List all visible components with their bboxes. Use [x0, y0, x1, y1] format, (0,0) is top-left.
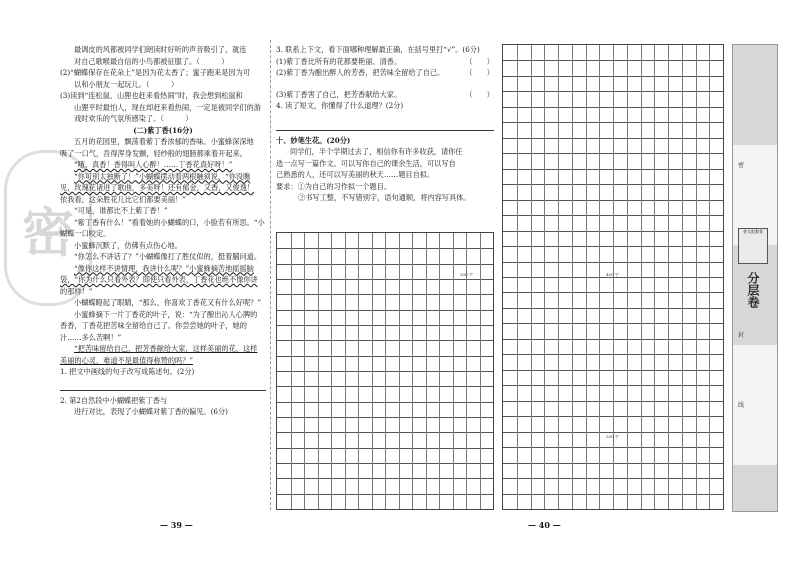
grid-col-line	[372, 233, 373, 509]
grid-col-line	[412, 233, 413, 509]
section-title: (二)紫丁香(16分)	[133, 125, 193, 135]
grid-col-line	[318, 233, 319, 509]
q3-option-1	[276, 56, 494, 68]
q3-option-1-mark[interactable]: （ ）	[465, 56, 494, 66]
question-2-part-b: 进行对比，表现了小蝴蝶对紫丁香的偏见。(6分)	[74, 407, 228, 416]
story-line: 蝴蝶一口咬定。	[60, 229, 111, 238]
story-line: “你怎么不讲话了？”小蝴蝶像打了胜仗似的，挺着脯问道。	[74, 252, 262, 261]
grid-col-line	[627, 45, 628, 509]
story-line: “把苦味留给自己，把芳香献给大家，这样美丽的花，这样	[74, 344, 258, 353]
section-ten-title: 十、妙笔生花。(20分)	[276, 135, 351, 145]
story-line: 汁……多么苦啊！”	[60, 332, 122, 342]
q3-option-3-mark[interactable]: （ ）	[465, 89, 494, 99]
story-line: 吸了一口气，吾得浑身发颤，轻纱般的翅膀都乘着开起来。	[60, 148, 247, 158]
left-column	[60, 44, 266, 418]
story-line: 小蜜蜂摘下一片丁香花的叶子，说：“为了酿出沁人心脾的	[74, 309, 258, 319]
grid-col-line	[480, 233, 481, 509]
q3-option-3-text: (3)紫丁香害了自己，把芳香献给大家。	[276, 89, 402, 99]
story-line: 香香，丁香花把苦味全留给自己了。你尝尝她的叶子，她的	[60, 321, 247, 330]
grid-col-line	[586, 45, 587, 509]
page-number-39: — 39 —	[160, 520, 193, 530]
grid-col-line	[654, 45, 655, 509]
story-line: “可是，谁都比不上紫丁香！”	[74, 206, 168, 215]
item-3-line-1: (3)读到“连松鼠、山狸也赶来看热闹”时，我会想到松鼠和	[60, 91, 243, 100]
item-3-line-3: 戏时欢乐的气氛所感染了。（ ）	[74, 114, 193, 123]
q3-option-2	[276, 67, 494, 79]
grid-mark-400: 400 字	[606, 272, 619, 277]
brand-logo	[738, 228, 768, 264]
story-line: “像你这样不讲情理，我讲什么呢？”小蜜蜂摘苦地摇摇脑	[74, 263, 254, 273]
grid-col-line	[517, 45, 518, 509]
story-line: 五月的花园里，飘荡着紫丁香浓郁的香味。小蜜蜂深深地	[74, 137, 254, 146]
grid-col-line	[668, 45, 669, 509]
requirement-2: ②书写工整，不写错别字，语句通顺，将内容写具体。	[298, 193, 471, 202]
grid-col-line	[531, 45, 532, 509]
q3-option-2-text: (2)紫丁香为酿出醉人的芳香，把苦味全留给了自己。	[276, 68, 445, 77]
question-2-part-a: 2. 第2自然段中小蝴蝶把紫丁香与	[60, 395, 168, 405]
brand-name: 分层卷	[746, 272, 760, 308]
item-2-line-1: (2)“蝴蝶保存在花朵上”是因为花太香了；蜜子跑来是因为可	[60, 68, 251, 77]
grid-col-line	[558, 45, 559, 509]
question-1: 1. 把文中画线的句子改写成陈述句。(2分)	[60, 367, 195, 376]
grid-col-line	[331, 233, 332, 509]
grid-mark-300: 300 字	[460, 272, 473, 277]
grid-col-line	[304, 233, 305, 509]
story-line: “哦，真香！香得叫人心醉！……丁香花真好呀！”	[74, 160, 233, 169]
grid-col-line	[385, 233, 386, 509]
seal-line-char-2: 封	[738, 332, 745, 339]
answer-line-1[interactable]	[60, 380, 266, 391]
prompt-line: 己熟悉的人，还可以写美丽的秋天……题目自拟。	[276, 170, 435, 179]
grid-col-line	[358, 233, 359, 509]
q3-option-2-mark[interactable]: （ ）	[465, 68, 494, 77]
grid-col-line	[599, 45, 600, 509]
q3-option-3	[276, 89, 494, 101]
grid-col-line	[345, 233, 346, 509]
grid-col-line	[682, 45, 683, 509]
grid-col-line	[696, 45, 697, 509]
story-line: 小蜜蜂沉默了，仿佛有点伤心地。	[74, 240, 182, 250]
intro-line-2: 对自己歌喉最自信的小鸟都被征服了。（ ）	[74, 56, 229, 66]
brand-logo-text: 金太阳教育	[743, 229, 763, 234]
grid-col-line	[641, 45, 642, 509]
grid-col-line	[453, 233, 454, 509]
grid-col-line	[291, 233, 292, 509]
page-number-40: — 40 —	[528, 520, 561, 530]
answer-line-4[interactable]	[276, 120, 494, 131]
prompt-line: 选一点写一篇作文。可以写你自己的课余生活，可以写自	[276, 158, 456, 168]
grid-col-line	[439, 233, 440, 509]
grid-col-line	[572, 45, 573, 509]
story-line: 小蝴蝶瞪起了眼睛，“那么，你喜欢丁香花又有什么好呢？”	[74, 298, 262, 307]
seal-line-char-3: 线	[738, 402, 745, 409]
grid-col-line	[426, 233, 427, 509]
story-line: 见，玫瑰花诸进了歌曲，多美呀！还有郁金，又香，又俊逸！	[60, 183, 255, 192]
column-divider	[270, 40, 271, 510]
question-3: 3. 联系上下文，看下面哪种理解最正确，在括号里打“√”。(6分)	[276, 45, 480, 54]
story-line: “紫丁香有什么！”看着她的小蝴蝶的口，小脸若有所思。“小	[74, 217, 265, 227]
grid-mark-500: 500 字	[606, 434, 619, 439]
story-line: 的那样！”	[60, 286, 93, 296]
q3-option-1-text: (1)紫丁香比所有的花都要艳丽、清香。	[276, 56, 402, 66]
prompt-line: 同学们，半个学期过去了，相信你有许多收获，请你任	[290, 147, 463, 156]
item-3-line-2: 山狸平时最怕人，现在却赶来看热闹，一定是被同学们的游	[74, 102, 261, 112]
story-line: 依我看，这朵胜花儿比它们都要美丽！”	[60, 194, 186, 204]
grid-col-line	[709, 45, 710, 509]
question-4: 4. 读了短文，你懂得了什么道理？(2分)	[276, 101, 404, 110]
story-line: “你可别太独断了！”小蝴蝶摆动着两根触须说，“你没瞧	[74, 171, 251, 181]
story	[60, 136, 266, 366]
story-line: 美丽的心灵，难道不是最值得称赞的吗？”	[60, 355, 194, 365]
seal-char: 密	[21, 202, 74, 264]
grid-col-line	[544, 45, 545, 509]
middle-column	[276, 44, 494, 204]
seal-line-char-1: 密	[738, 162, 745, 169]
story-line: 袋，“你为什么只看外表？即使只看外表，丁香花也绝不像你讲	[60, 275, 258, 284]
grid-col-line	[399, 233, 400, 509]
intro-line-1: 最调皮的风都被同学们朗读时好听的声音吸引了，就连	[74, 45, 247, 54]
requirement-1: 要求：①为自己的习作拟一个题目。	[276, 181, 392, 191]
item-2-line-2: 以和小朋友一起玩儿。（ ）	[74, 79, 179, 89]
